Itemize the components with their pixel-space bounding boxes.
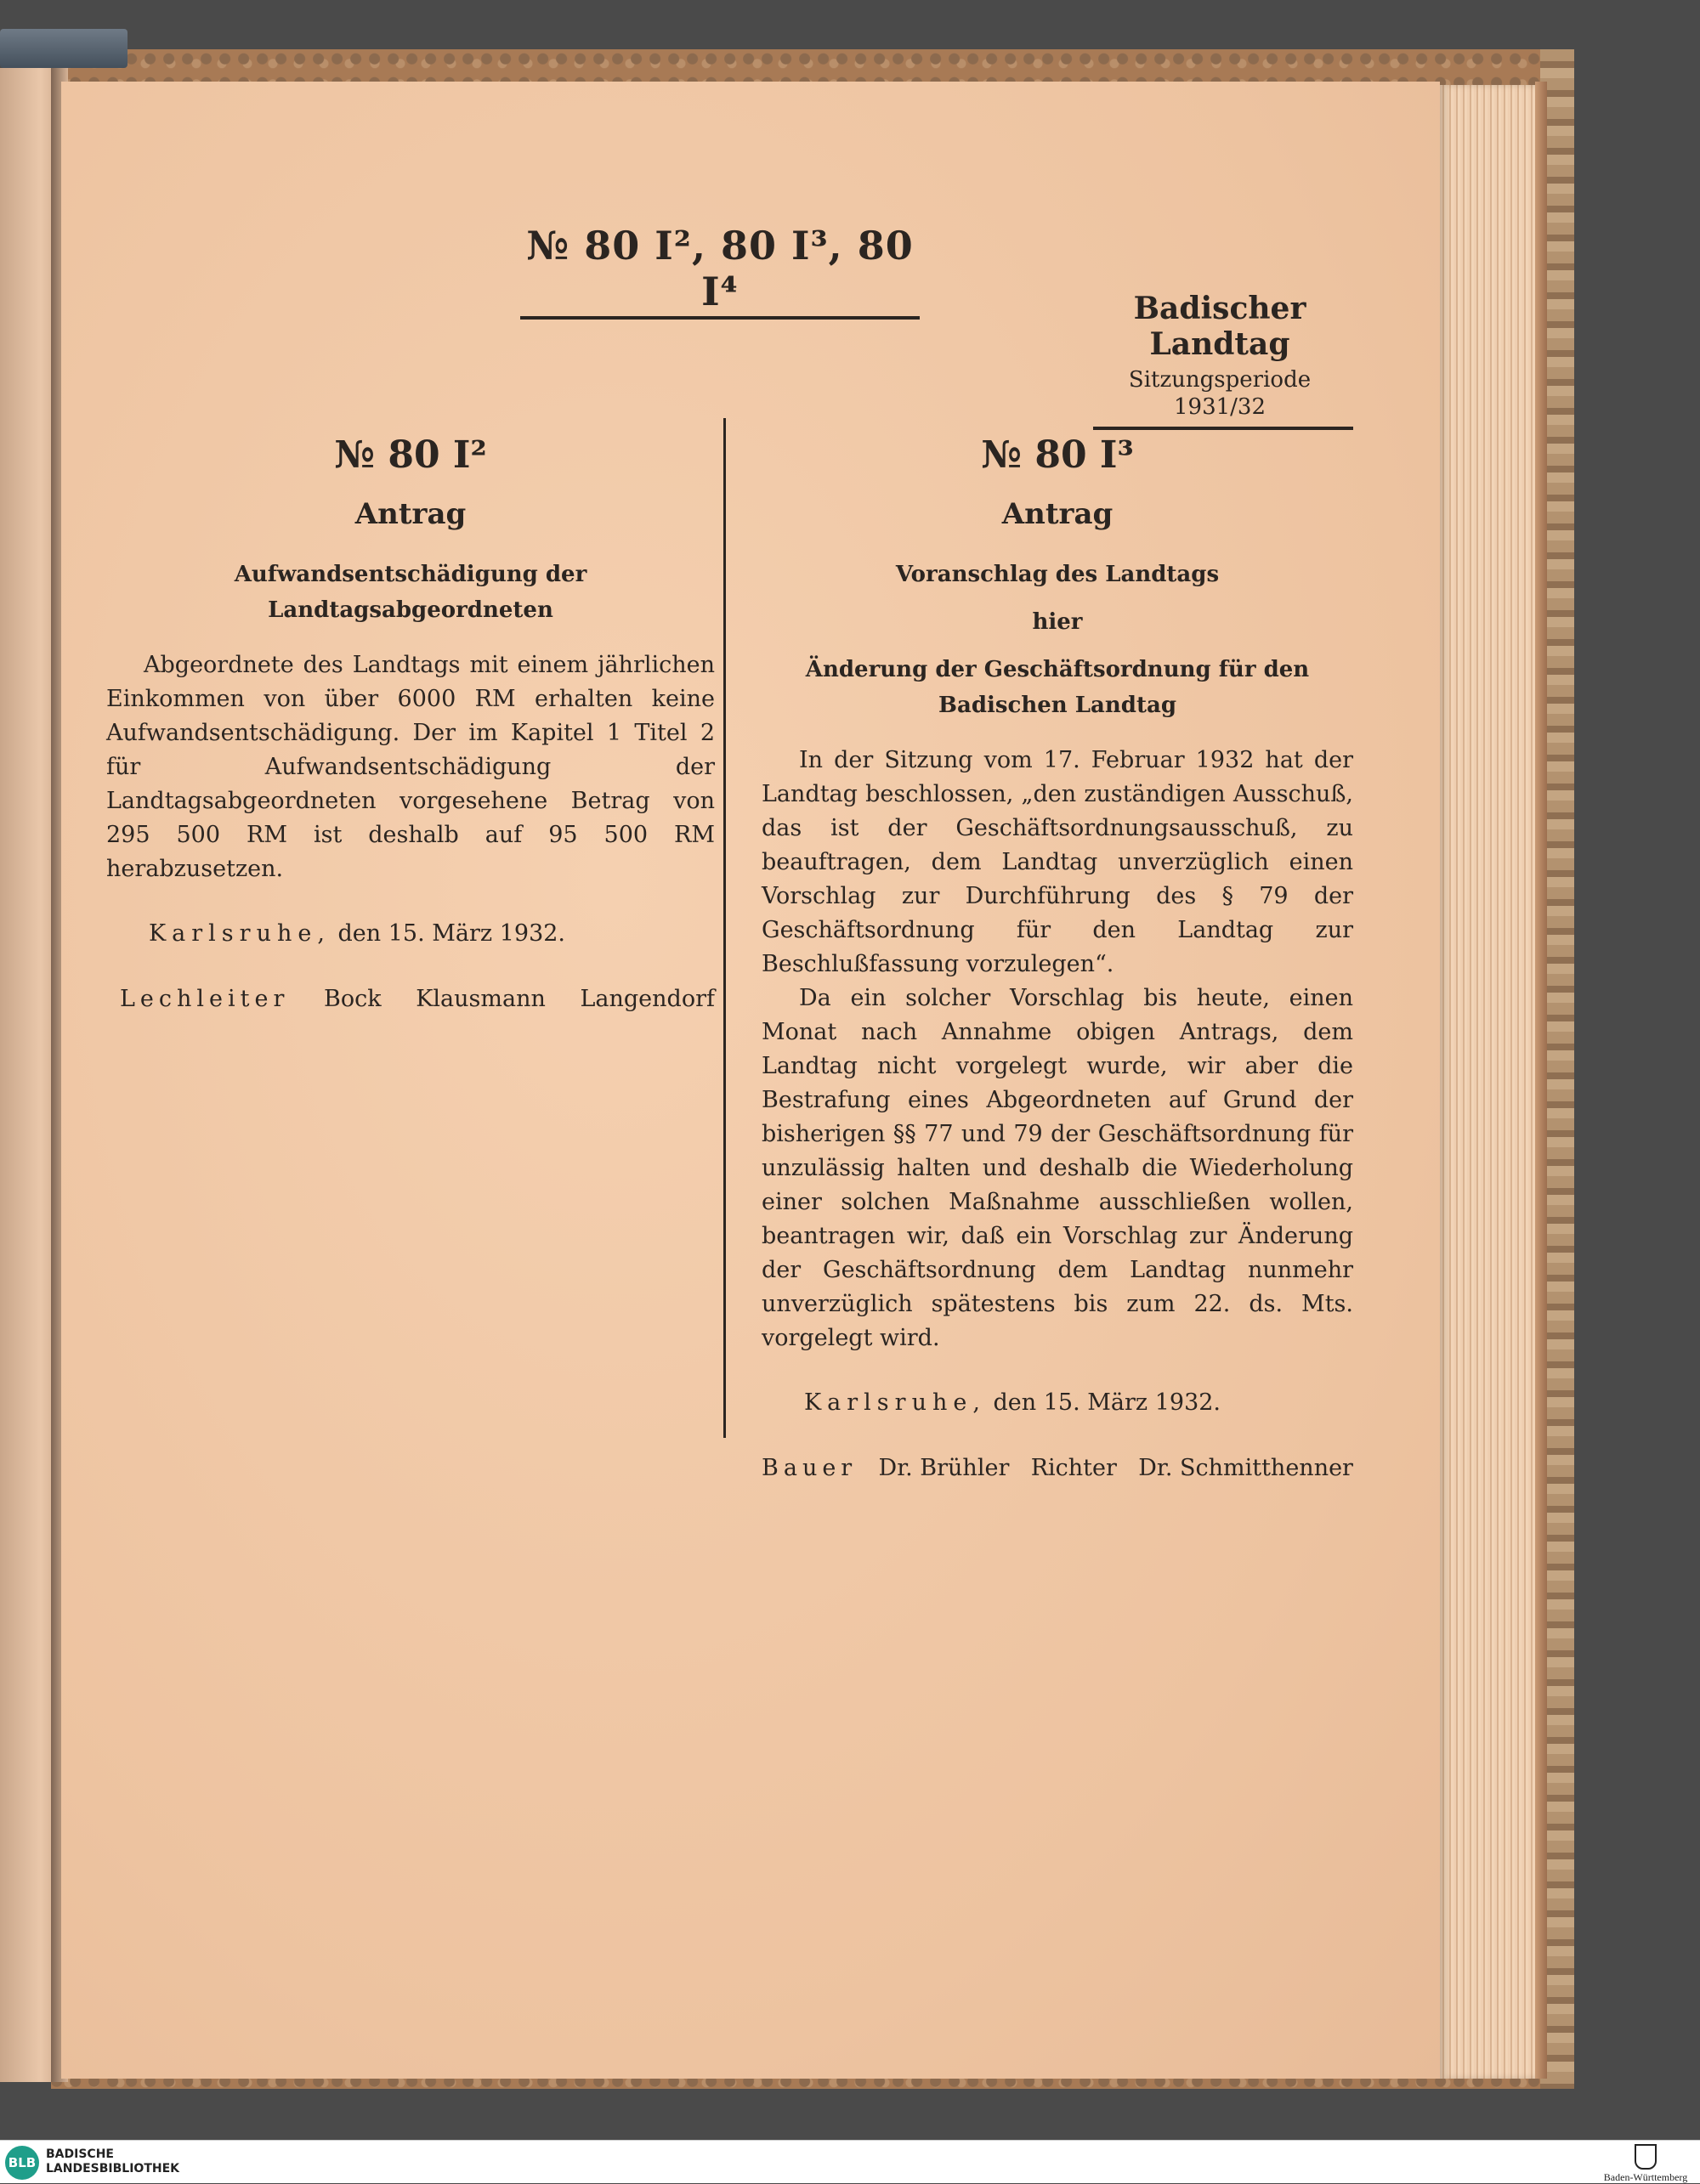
right-place-date-text: den 15. März 1932. xyxy=(985,1389,1221,1416)
left-place-date xyxy=(106,920,715,947)
right-subject-line: Voranschlag des Landtags xyxy=(895,562,1220,587)
page-stack-edges xyxy=(1440,85,1535,2079)
left-signer: Klausmann xyxy=(416,986,546,1012)
landtag-stamp xyxy=(1080,291,1360,430)
left-column xyxy=(106,433,715,1012)
right-signer: Dr. Schmitthenner xyxy=(1138,1455,1353,1481)
landtag-title: Badischer Landtag xyxy=(1133,291,1306,362)
landtag-session: Sitzungsperiode xyxy=(1128,367,1312,393)
left-body-paragraph: Abgeordnete des Landtags mit einem jährlichen Einkommen von über 6000 RM erhalten keine Aufwandsentschädigung. Der im Kapitel 1 Titel 2 für Aufwandsentschädigung der Landtagsabgeordneten vorgesehene Betrag von 295 500 RM ist deshalb auf 95 500 RM herabzusetzen. xyxy=(106,652,715,882)
left-document-number: № 80 I² xyxy=(334,433,487,477)
right-column xyxy=(762,433,1353,1481)
state-name: Baden-Württemberg xyxy=(1603,2171,1688,2183)
right-subject-line: hier xyxy=(1032,609,1083,635)
left-signer: Lechleiter xyxy=(120,986,290,1012)
right-signer: Richter xyxy=(1030,1455,1117,1481)
landtag-year: 1931/32 xyxy=(1173,394,1266,420)
right-body-paragraph: In der Sitzung vom 17. Februar 1932 hat der Landtag beschlossen, „den zuständigen Ausschuß, das ist der Geschäftsordnungsausschuß, zu beauftragen, dem Landtag unverzüglich einen Vorschlag zur Durchführung des § 79 der Geschäftsordnung für den Landtag zur Beschlußfassung vorzulegen“. xyxy=(762,747,1353,977)
right-heading: Antrag xyxy=(1001,497,1114,531)
right-signer: Dr. Brühler xyxy=(878,1455,1010,1481)
crest-icon xyxy=(1635,2144,1657,2170)
left-page-edge xyxy=(0,68,58,2082)
page-stack-tip xyxy=(1535,82,1547,2079)
right-document-number: № 80 I³ xyxy=(981,433,1134,477)
document-number-header: № 80 I², 80 I³, 80 I⁴ xyxy=(520,223,920,320)
left-signers xyxy=(106,986,715,1012)
column-divider xyxy=(723,418,726,1438)
blb-logo-icon[interactable]: BLB xyxy=(5,2146,39,2180)
left-subject: Aufwandsentschädigung der Landtagsabgeordneten xyxy=(234,562,587,623)
left-heading: Antrag xyxy=(354,497,467,531)
landtag-underline xyxy=(1093,427,1353,430)
left-signer: Bock xyxy=(324,986,382,1012)
baden-wuerttemberg-logo[interactable] xyxy=(1598,2144,1693,2184)
right-signer: Bauer xyxy=(762,1455,858,1481)
book-spine-tab xyxy=(0,29,128,68)
right-body-paragraph: Da ein solcher Vorschlag bis heute, einen Monat nach Annahme obigen Antrags, dem Landtag nicht vorgelegt wurde, wir aber die Bestrafung eines Abgeordneten auf Grund der bisherigen §§ 77 und 79 der Geschäftsordnung für unzulässig halten und deshalb die Wiederholung einer solchen Maßnahme ausschließen wollen, beantragen wir, daß ein Vorschlag zur Änderung der Geschäftsordnung dem Landtag nunmehr unverzüglich spätestens bis zum 22. ds. Mts. vorgelegt wird. xyxy=(762,985,1353,1351)
left-place-date-text: den 15. März 1932. xyxy=(330,920,566,947)
right-place-date xyxy=(762,1389,1353,1416)
left-signer: Langendorf xyxy=(580,986,715,1012)
right-place-city: Karlsruhe, xyxy=(804,1389,986,1416)
right-subject-line: Änderung der Geschäftsordnung für den Badischen Landtag xyxy=(805,657,1310,718)
library-name[interactable] xyxy=(46,2147,179,2176)
library-name-line: BADISCHE xyxy=(46,2147,114,2161)
right-signers xyxy=(762,1455,1353,1481)
left-place-city: Karlsruhe, xyxy=(149,920,331,947)
footer-bar xyxy=(0,2140,1700,2183)
library-name-line: LANDESBIBLIOTHEK xyxy=(46,2162,180,2176)
